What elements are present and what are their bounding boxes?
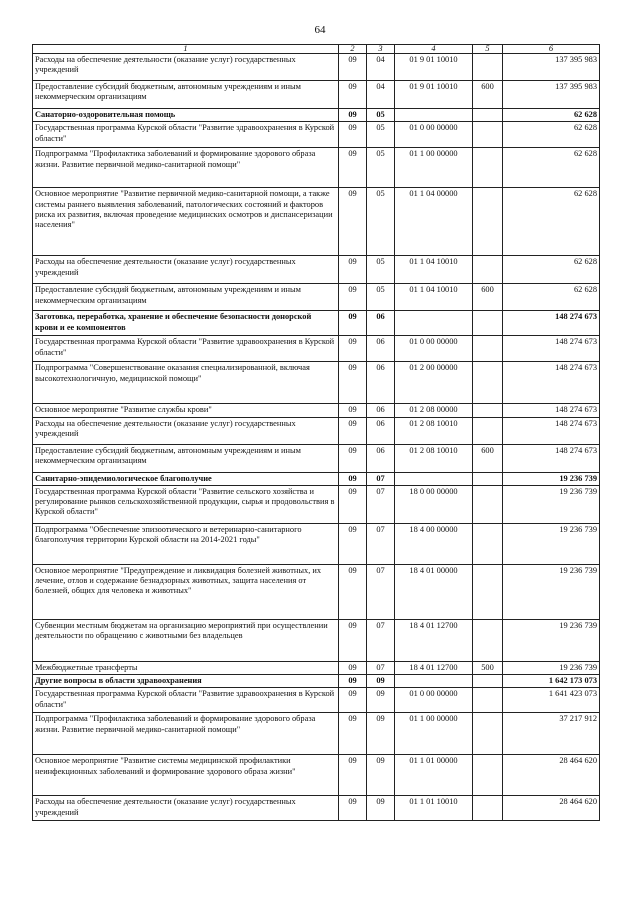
row-section-cell: 09	[339, 311, 367, 336]
row-subsection-cell: 09	[367, 688, 395, 713]
row-section-cell: 09	[339, 336, 367, 362]
row-name-cell: Расходы на обеспечение деятельности (оказание услуг) государственных учреждений	[33, 256, 339, 284]
row-expense-type-cell: 500	[473, 661, 503, 674]
row-subsection-cell: 09	[367, 796, 395, 821]
row-expense-type-cell	[473, 472, 503, 485]
table-row	[33, 148, 600, 188]
row-amount-cell: 148 274 673	[503, 336, 600, 362]
row-subsection-cell: 06	[367, 336, 395, 362]
table-row	[33, 485, 600, 523]
row-expense-type-cell: 600	[473, 81, 503, 109]
row-subsection-cell: 06	[367, 417, 395, 444]
row-subsection-cell: 07	[367, 619, 395, 661]
row-expense-type-cell	[473, 148, 503, 188]
row-subsection-cell: 06	[367, 362, 395, 404]
row-subsection-cell: 06	[367, 404, 395, 417]
table-row	[33, 564, 600, 619]
row-target-article-cell	[395, 311, 473, 336]
table-row	[33, 713, 600, 755]
row-subsection-cell: 04	[367, 81, 395, 109]
row-amount-cell: 1 642 173 073	[503, 675, 600, 688]
row-subsection-cell: 05	[367, 148, 395, 188]
row-name-cell: Санитарно-эпидемиологическое благополучие	[33, 472, 339, 485]
row-name-cell: Государственная программа Курской области "Развитие здравоохранения в Курской области"	[33, 122, 339, 148]
row-name-cell: Основное мероприятие "Предупреждение и ликвидация болезней животных, их лечение, отлов и содержание безнадзорных животных, защита населения от болезней, общих для человека и животных"	[33, 564, 339, 619]
row-subsection-cell: 09	[367, 713, 395, 755]
row-name-cell: Расходы на обеспечение деятельности (оказание услуг) государственных учреждений	[33, 796, 339, 821]
row-amount-cell: 62 628	[503, 109, 600, 122]
row-expense-type-cell: 600	[473, 444, 503, 472]
header-section: 2	[339, 45, 367, 54]
row-amount-cell: 148 274 673	[503, 417, 600, 444]
row-section-cell: 09	[339, 417, 367, 444]
table-body	[33, 54, 600, 821]
row-subsection-cell: 07	[367, 472, 395, 485]
row-section-cell: 09	[339, 796, 367, 821]
row-amount-cell: 37 217 912	[503, 713, 600, 755]
row-section-cell: 09	[339, 444, 367, 472]
row-section-cell: 09	[339, 688, 367, 713]
row-expense-type-cell	[473, 688, 503, 713]
row-section-cell: 09	[339, 81, 367, 109]
row-expense-type-cell	[473, 362, 503, 404]
row-section-cell: 09	[339, 404, 367, 417]
budget-table	[32, 44, 600, 821]
row-section-cell: 09	[339, 188, 367, 256]
row-expense-type-cell	[473, 755, 503, 796]
row-target-article-cell: 01 2 00 00000	[395, 362, 473, 404]
row-expense-type-cell	[473, 675, 503, 688]
table-row	[33, 336, 600, 362]
row-name-cell: Предоставление субсидий бюджетным, автономным учреждениям и иным некоммерческим организациям	[33, 284, 339, 311]
row-amount-cell: 148 274 673	[503, 444, 600, 472]
row-subsection-cell: 05	[367, 109, 395, 122]
table-row	[33, 619, 600, 661]
row-section-cell: 09	[339, 472, 367, 485]
row-amount-cell: 137 395 983	[503, 81, 600, 109]
row-name-cell: Предоставление субсидий бюджетным, автономным учреждениям и иным некоммерческим организациям	[33, 81, 339, 109]
row-amount-cell: 19 236 739	[503, 661, 600, 674]
row-name-cell: Подпрограмма "Профилактика заболеваний и формирование здорового образа жизни. Развитие первичной медико-санитарной помощи"	[33, 713, 339, 755]
row-name-cell: Подпрограмма "Обеспечение эпизоотического и ветеринарно-санитарного благополучия территории Курской области на 2014-2021 годы"	[33, 523, 339, 564]
row-target-article-cell: 01 2 08 00000	[395, 404, 473, 417]
row-target-article-cell: 01 2 08 10010	[395, 417, 473, 444]
row-name-cell: Государственная программа Курской области "Развитие здравоохранения в Курской области"	[33, 336, 339, 362]
row-target-article-cell: 01 1 04 10010	[395, 284, 473, 311]
row-target-article-cell: 01 1 01 00000	[395, 755, 473, 796]
row-name-cell: Основное мероприятие "Развитие системы медицинской профилактики неинфекционных заболеваний и формирование здорового образа жизни"	[33, 755, 339, 796]
table-row	[33, 54, 600, 81]
row-amount-cell: 62 628	[503, 188, 600, 256]
row-expense-type-cell	[473, 311, 503, 336]
row-target-article-cell	[395, 675, 473, 688]
row-target-article-cell: 01 1 01 10010	[395, 796, 473, 821]
table-row	[33, 755, 600, 796]
row-amount-cell: 62 628	[503, 256, 600, 284]
row-amount-cell: 28 464 620	[503, 755, 600, 796]
row-section-cell: 09	[339, 109, 367, 122]
row-target-article-cell: 01 2 08 10010	[395, 444, 473, 472]
row-subsection-cell: 09	[367, 755, 395, 796]
row-subsection-cell: 07	[367, 564, 395, 619]
row-section-cell: 09	[339, 362, 367, 404]
row-section-cell: 09	[339, 54, 367, 81]
header-target-article: 4	[395, 45, 473, 54]
table-row	[33, 444, 600, 472]
row-expense-type-cell	[473, 713, 503, 755]
row-subsection-cell: 04	[367, 54, 395, 81]
row-name-cell: Заготовка, переработка, хранение и обеспечение безопасности донорской крови и ее компонентов	[33, 311, 339, 336]
row-target-article-cell	[395, 109, 473, 122]
row-section-cell: 09	[339, 564, 367, 619]
row-expense-type-cell	[473, 54, 503, 81]
row-amount-cell: 137 395 983	[503, 54, 600, 81]
row-name-cell: Подпрограмма "Профилактика заболеваний и формирование здорового образа жизни. Развитие первичной медико-санитарной помощи"	[33, 148, 339, 188]
row-amount-cell: 28 464 620	[503, 796, 600, 821]
row-name-cell: Межбюджетные трансферты	[33, 661, 339, 674]
row-subsection-cell: 07	[367, 661, 395, 674]
row-expense-type-cell	[473, 796, 503, 821]
row-amount-cell: 148 274 673	[503, 311, 600, 336]
table-header-row	[33, 45, 600, 54]
row-name-cell: Основное мероприятие "Развитие первичной медико-санитарной помощи, а также системы раннего выявления заболеваний, патологических состояний и факторов риска их развития, включая проведение медицинских осмотров и диспансеризации населения"	[33, 188, 339, 256]
row-target-article-cell: 01 9 01 10010	[395, 54, 473, 81]
row-section-cell: 09	[339, 148, 367, 188]
row-subsection-cell: 07	[367, 523, 395, 564]
header-name: 1	[33, 45, 339, 54]
row-expense-type-cell	[473, 404, 503, 417]
row-name-cell: Расходы на обеспечение деятельности (оказание услуг) государственных учреждений	[33, 417, 339, 444]
row-name-cell: Государственная программа Курской области "Развитие здравоохранения в Курской области"	[33, 688, 339, 713]
row-section-cell: 09	[339, 485, 367, 523]
row-expense-type-cell: 600	[473, 284, 503, 311]
row-target-article-cell: 01 1 00 00000	[395, 713, 473, 755]
row-section-cell: 09	[339, 661, 367, 674]
table-row	[33, 404, 600, 417]
row-amount-cell: 19 236 739	[503, 619, 600, 661]
header-subsection: 3	[367, 45, 395, 54]
row-section-cell: 09	[339, 122, 367, 148]
row-amount-cell: 19 236 739	[503, 523, 600, 564]
row-amount-cell: 148 274 673	[503, 362, 600, 404]
row-target-article-cell: 18 4 01 12700	[395, 661, 473, 674]
row-amount-cell: 62 628	[503, 148, 600, 188]
header-expense-type: 5	[473, 45, 503, 54]
row-target-article-cell: 01 1 04 00000	[395, 188, 473, 256]
row-name-cell: Предоставление субсидий бюджетным, автономным учреждениям и иным некоммерческим организациям	[33, 444, 339, 472]
header-amount: 6	[503, 45, 600, 54]
table-row	[33, 109, 600, 122]
row-section-cell: 09	[339, 284, 367, 311]
row-target-article-cell: 01 9 01 10010	[395, 81, 473, 109]
row-name-cell: Подпрограмма "Совершенствование оказания специализированной, включая высокотехнологичную, медицинской помощи"	[33, 362, 339, 404]
row-target-article-cell: 18 4 01 00000	[395, 564, 473, 619]
row-expense-type-cell	[473, 122, 503, 148]
row-name-cell: Санаторно-оздоровительная помощь	[33, 109, 339, 122]
row-section-cell: 09	[339, 713, 367, 755]
row-subsection-cell: 05	[367, 188, 395, 256]
row-name-cell: Государственная программа Курской области "Развитие сельского хозяйства и регулирование рынков сельскохозяйственной продукции, сырья и продовольствия в Курской области"	[33, 485, 339, 523]
table-row	[33, 472, 600, 485]
row-section-cell: 09	[339, 523, 367, 564]
row-expense-type-cell	[473, 417, 503, 444]
table-row	[33, 188, 600, 256]
row-expense-type-cell	[473, 109, 503, 122]
row-expense-type-cell	[473, 619, 503, 661]
row-amount-cell: 148 274 673	[503, 404, 600, 417]
row-section-cell: 09	[339, 256, 367, 284]
table-row	[33, 675, 600, 688]
row-name-cell: Основное мероприятие "Развитие службы крови"	[33, 404, 339, 417]
row-amount-cell: 19 236 739	[503, 564, 600, 619]
row-subsection-cell: 06	[367, 311, 395, 336]
row-subsection-cell: 06	[367, 444, 395, 472]
row-amount-cell: 19 236 739	[503, 485, 600, 523]
table-row	[33, 688, 600, 713]
row-subsection-cell: 05	[367, 122, 395, 148]
row-expense-type-cell	[473, 256, 503, 284]
row-name-cell: Расходы на обеспечение деятельности (оказание услуг) государственных учреждений	[33, 54, 339, 81]
row-target-article-cell: 18 0 00 00000	[395, 485, 473, 523]
row-target-article-cell: 01 1 00 00000	[395, 148, 473, 188]
row-amount-cell: 19 236 739	[503, 472, 600, 485]
row-expense-type-cell	[473, 485, 503, 523]
row-target-article-cell: 01 0 00 00000	[395, 688, 473, 713]
row-section-cell: 09	[339, 619, 367, 661]
row-subsection-cell: 07	[367, 485, 395, 523]
row-name-cell: Субвенции местным бюджетам на организацию мероприятий при осуществлении деятельности по обращению с животными без владельцев	[33, 619, 339, 661]
row-target-article-cell: 01 0 00 00000	[395, 122, 473, 148]
table-row	[33, 362, 600, 404]
table-row	[33, 81, 600, 109]
table-row	[33, 122, 600, 148]
row-target-article-cell: 18 4 00 00000	[395, 523, 473, 564]
table-row	[33, 311, 600, 336]
row-amount-cell: 1 641 423 073	[503, 688, 600, 713]
row-target-article-cell: 01 0 00 00000	[395, 336, 473, 362]
table-row	[33, 256, 600, 284]
row-target-article-cell	[395, 472, 473, 485]
row-expense-type-cell	[473, 523, 503, 564]
row-section-cell: 09	[339, 755, 367, 796]
row-subsection-cell: 05	[367, 256, 395, 284]
row-expense-type-cell	[473, 188, 503, 256]
row-target-article-cell: 01 1 04 10010	[395, 256, 473, 284]
row-amount-cell: 62 628	[503, 284, 600, 311]
row-subsection-cell: 05	[367, 284, 395, 311]
row-expense-type-cell	[473, 336, 503, 362]
row-expense-type-cell	[473, 564, 503, 619]
row-subsection-cell: 09	[367, 675, 395, 688]
row-name-cell: Другие вопросы в области здравоохранения	[33, 675, 339, 688]
table-row	[33, 661, 600, 674]
table-row	[33, 417, 600, 444]
row-target-article-cell: 18 4 01 12700	[395, 619, 473, 661]
table-row	[33, 284, 600, 311]
table-row	[33, 796, 600, 821]
table-row	[33, 523, 600, 564]
row-section-cell: 09	[339, 675, 367, 688]
row-amount-cell: 62 628	[503, 122, 600, 148]
page-number: 64	[314, 24, 326, 36]
